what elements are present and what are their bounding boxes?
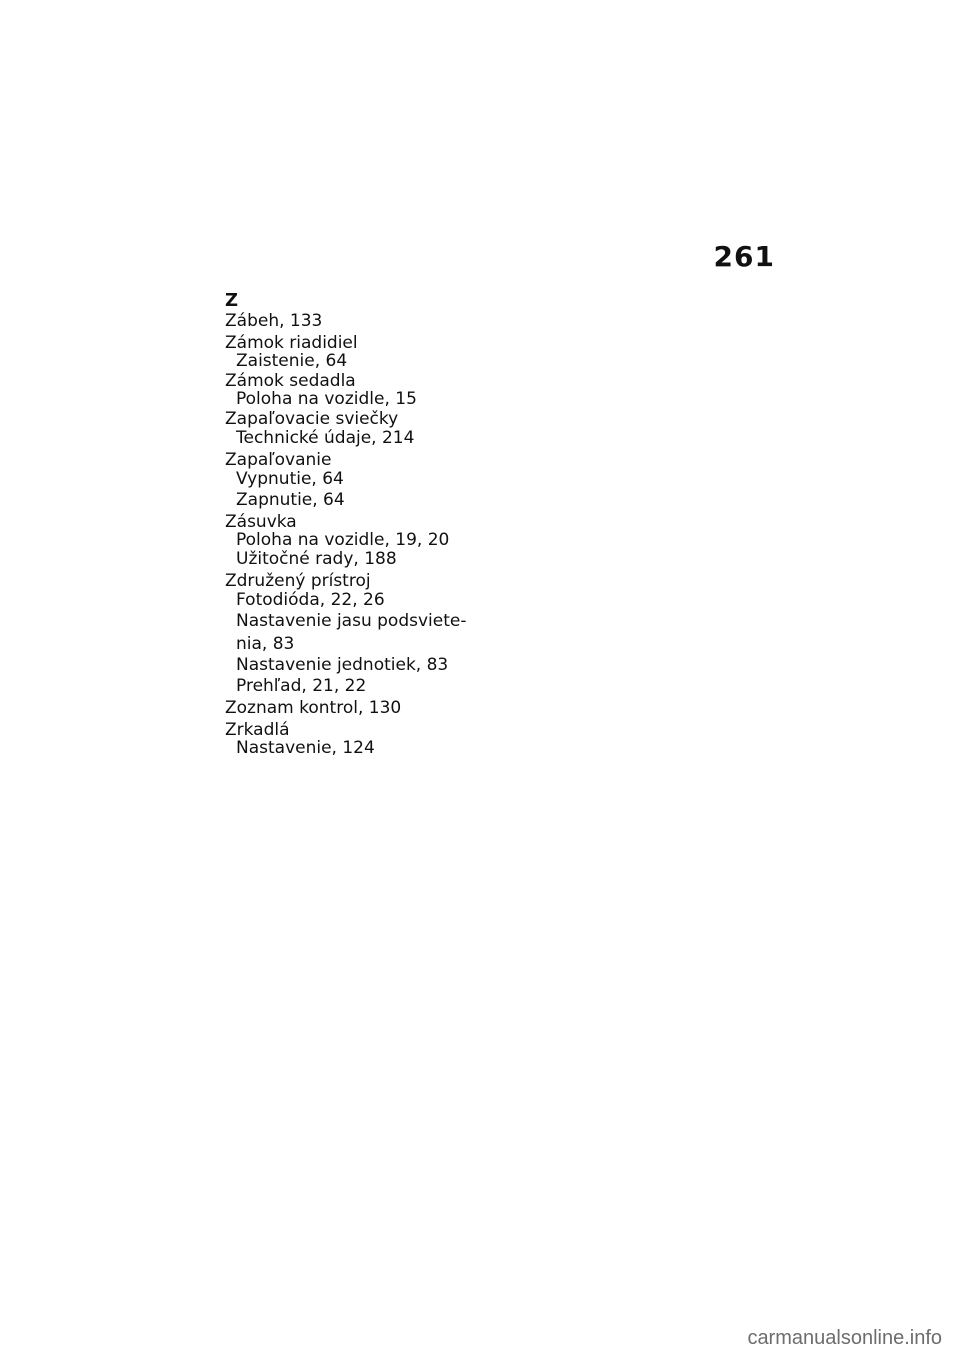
index-entry: Zámok sedadla xyxy=(225,371,356,391)
index-entry: Zrkadlá xyxy=(225,720,290,740)
index-subentry: Zapnutie, 64 xyxy=(236,490,345,510)
index-entry: Zoznam kontrol, 130 xyxy=(225,698,402,718)
index-subentry: Poloha na vozidle, 15 xyxy=(236,389,417,409)
index-entry: Zapaľovanie xyxy=(225,450,332,470)
index-subentry: Zaistenie, 64 xyxy=(236,351,348,371)
index-entry: Zámok riadidiel xyxy=(225,333,358,353)
index-entry: Zásuvka xyxy=(225,512,297,532)
page-number: 261 xyxy=(713,240,775,273)
index-entry: Zábeh, 133 xyxy=(225,311,323,331)
watermark-text: carmanualsonline.info xyxy=(747,1327,942,1349)
index-subentry: Užitočné rady, 188 xyxy=(236,549,397,569)
index-column xyxy=(225,292,485,757)
index-subentry: Technické údaje, 214 xyxy=(236,428,415,448)
index-subentry: Vypnutie, 64 xyxy=(236,469,344,489)
index-entry: Združený prístroj xyxy=(225,571,371,591)
index-subentry: Fotodióda, 22, 26 xyxy=(236,590,385,610)
index-subentry: nia, 83 xyxy=(236,634,295,654)
index-subentry: Nastavenie, 124 xyxy=(236,738,375,758)
section-letter: Z xyxy=(225,290,239,311)
index-subentry: Nastavenie jednotiek, 83 xyxy=(236,655,449,675)
index-entry: Zapaľovacie sviečky xyxy=(225,409,399,429)
index-subentry: Poloha na vozidle, 19, 20 xyxy=(236,530,450,550)
index-subentry: Nastavenie jasu podsviete- xyxy=(236,611,467,631)
index-subentry: Prehľad, 21, 22 xyxy=(236,676,367,696)
